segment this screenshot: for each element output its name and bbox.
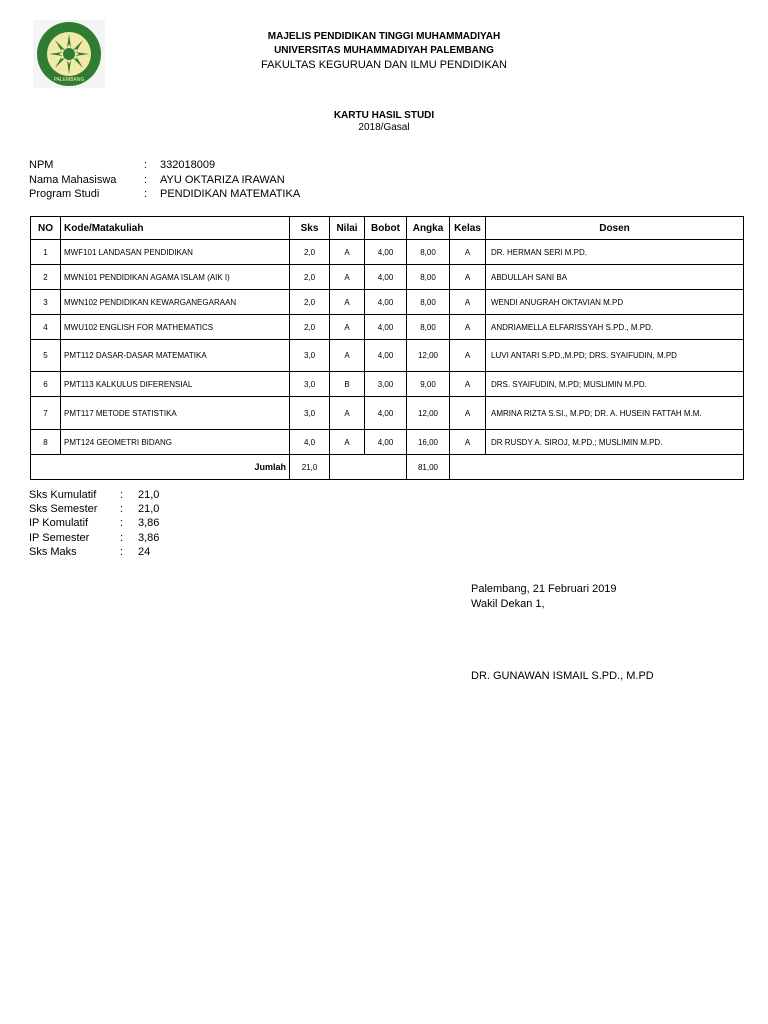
total-label: Jumlah [31, 455, 290, 480]
summary-colon: : [120, 489, 124, 501]
svg-text:PALEMBANG: PALEMBANG [53, 77, 85, 83]
table-row [31, 265, 744, 290]
cell-dosen: AMRINA RIZTA S.SI., M.PD; DR. A. HUSEIN FATTAH M.M. [486, 397, 744, 430]
header-dosen: Dosen [486, 217, 744, 240]
table-header-row [31, 217, 744, 240]
cell-nilai: A [330, 265, 365, 290]
table-row [31, 315, 744, 340]
cell-bobot: 4,00 [365, 240, 407, 265]
total-blank-2 [450, 455, 744, 480]
header-line-1: MAJELIS PENDIDIKAN TINGGI MUHAMMADIYAH [267, 31, 501, 42]
cell-bobot: 4,00 [365, 340, 407, 372]
summary-value: 21,0 [138, 503, 160, 515]
header-course: Kode/Matakuliah [61, 217, 290, 240]
total-blank-1 [330, 455, 407, 480]
cell-sks: 3,0 [290, 372, 330, 397]
cell-nilai: A [330, 340, 365, 372]
summary-value: 3,86 [138, 532, 160, 544]
npm-value: 332018009 [160, 159, 216, 171]
cell-nilai: A [330, 315, 365, 340]
summary-label: IP Komulatif [29, 517, 89, 529]
summary-colon: : [120, 546, 124, 558]
cell-dosen: DR RUSDY A. SIROJ, M.PD.; MUSLIMIN M.PD. [486, 430, 744, 455]
cell-dosen: ABDULLAH SANI BA [486, 265, 744, 290]
table-row [31, 430, 744, 455]
npm-colon: : [144, 159, 148, 171]
cell-nilai: A [330, 290, 365, 315]
cell-kelas: A [450, 290, 486, 315]
npm-label: NPM [29, 159, 54, 171]
cell-no: 4 [31, 315, 61, 340]
cell-angka: 8,00 [407, 315, 450, 340]
cell-bobot: 4,00 [365, 290, 407, 315]
cell-sks: 4,0 [290, 430, 330, 455]
cell-kelas: A [450, 340, 486, 372]
header-line-2: UNIVERSITAS MUHAMMADIYAH PALEMBANG [274, 45, 494, 56]
summary-label: Sks Kumulatif [29, 489, 97, 501]
cell-angka: 8,00 [407, 265, 450, 290]
cell-course: MWN102 PENDIDIKAN KEWARGANEGARAAN [61, 290, 290, 315]
cell-angka: 12,00 [407, 340, 450, 372]
program-value: PENDIDIKAN MATEMATIKA [160, 188, 301, 200]
cell-angka: 16,00 [407, 430, 450, 455]
signature-place-date: Palembang, 21 Februari 2019 [471, 583, 617, 595]
cell-kelas: A [450, 372, 486, 397]
header-bobot: Bobot [365, 217, 407, 240]
cell-course: MWF101 LANDASAN PENDIDIKAN [61, 240, 290, 265]
header-line-3: FAKULTAS KEGURUAN DAN ILMU PENDIDIKAN [261, 59, 507, 71]
cell-dosen: DRS. SYAIFUDIN, M.PD; MUSLIMIN M.PD. [486, 372, 744, 397]
cell-sks: 3,0 [290, 340, 330, 372]
header-kelas: Kelas [450, 217, 486, 240]
cell-bobot: 4,00 [365, 315, 407, 340]
cell-dosen: LUVI ANTARI S.PD.,M.PD; DRS. SYAIFUDIN, M.PD [486, 340, 744, 372]
header-nilai: Nilai [330, 217, 365, 240]
program-colon: : [144, 188, 148, 200]
summary-label: Sks Maks [29, 546, 77, 558]
cell-kelas: A [450, 265, 486, 290]
name-value: AYU OKTARIZA IRAWAN [160, 174, 285, 186]
header-sks: Sks [290, 217, 330, 240]
summary-value: 24 [138, 546, 151, 558]
cell-bobot: 4,00 [365, 430, 407, 455]
cell-kelas: A [450, 315, 486, 340]
summary-value: 3,86 [138, 517, 160, 529]
cell-nilai: B [330, 372, 365, 397]
cell-kelas: A [450, 430, 486, 455]
cell-angka: 8,00 [407, 240, 450, 265]
cell-no: 8 [31, 430, 61, 455]
cell-no: 2 [31, 265, 61, 290]
signature-role: Wakil Dekan 1, [471, 598, 545, 610]
summary-label: IP Semester [29, 532, 90, 544]
cell-no: 1 [31, 240, 61, 265]
cell-course: MWN101 PENDIDIKAN AGAMA ISLAM (AIK I) [61, 265, 290, 290]
cell-kelas: A [450, 240, 486, 265]
header-no: NO [31, 217, 61, 240]
signature-name: DR. GUNAWAN ISMAIL S.PD., M.PD [471, 670, 654, 682]
cell-angka: 12,00 [407, 397, 450, 430]
page-subtitle: 2018/Gasal [358, 122, 410, 133]
cell-no: 7 [31, 397, 61, 430]
cell-dosen: ANDRIAMELLA ELFARISSYAH S.PD., M.PD. [486, 315, 744, 340]
total-angka: 81,00 [407, 455, 450, 480]
table-row [31, 397, 744, 430]
cell-sks: 2,0 [290, 290, 330, 315]
summary-colon: : [120, 503, 124, 515]
name-label: Nama Mahasiswa [29, 174, 117, 186]
cell-bobot: 4,00 [365, 397, 407, 430]
cell-sks: 2,0 [290, 265, 330, 290]
cell-course: PMT112 DASAR-DASAR MATEMATIKA [61, 340, 290, 372]
cell-sks: 2,0 [290, 315, 330, 340]
cell-course: PMT117 METODE STATISTIKA [61, 397, 290, 430]
cell-course: PMT124 GEOMETRI BIDANG [61, 430, 290, 455]
cell-no: 6 [31, 372, 61, 397]
total-row [31, 455, 744, 480]
table-row [31, 340, 744, 372]
table-row [31, 290, 744, 315]
total-sks: 21,0 [290, 455, 330, 480]
program-label: Program Studi [29, 188, 100, 200]
summary-value: 21,0 [138, 489, 160, 501]
cell-kelas: A [450, 397, 486, 430]
name-colon: : [144, 174, 148, 186]
cell-nilai: A [330, 240, 365, 265]
cell-no: 5 [31, 340, 61, 372]
cell-nilai: A [330, 430, 365, 455]
cell-sks: 2,0 [290, 240, 330, 265]
grades-table [30, 216, 744, 480]
cell-angka: 9,00 [407, 372, 450, 397]
cell-bobot: 3,00 [365, 372, 407, 397]
header-angka: Angka [407, 217, 450, 240]
summary-label: Sks Semester [29, 503, 98, 515]
summary-colon: : [120, 517, 124, 529]
cell-nilai: A [330, 397, 365, 430]
cell-angka: 8,00 [407, 290, 450, 315]
table-row [31, 372, 744, 397]
cell-dosen: WENDI ANUGRAH OKTAVIAN M.PD [486, 290, 744, 315]
table-row [31, 240, 744, 265]
cell-no: 3 [31, 290, 61, 315]
cell-course: MWU102 ENGLISH FOR MATHEMATICS [61, 315, 290, 340]
summary-colon: : [120, 532, 124, 544]
cell-course: PMT113 KALKULUS DIFERENSIAL [61, 372, 290, 397]
cell-dosen: DR. HERMAN SERI M.PD. [486, 240, 744, 265]
cell-bobot: 4,00 [365, 265, 407, 290]
cell-sks: 3,0 [290, 397, 330, 430]
page-title: KARTU HASIL STUDI [333, 110, 435, 121]
